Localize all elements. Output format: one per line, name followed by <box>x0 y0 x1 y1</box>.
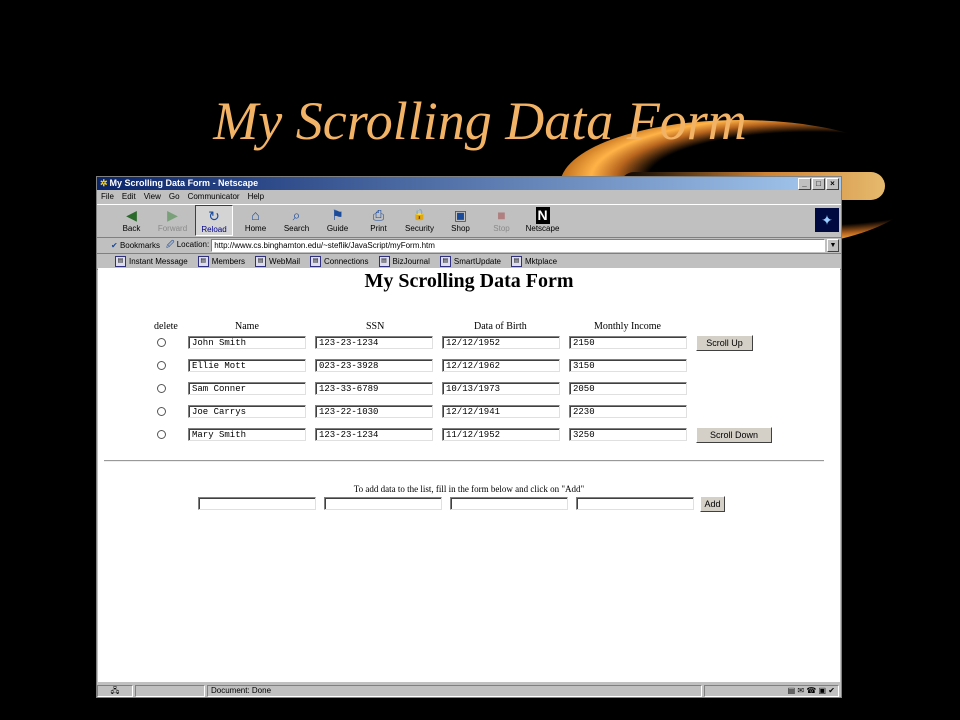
shop-button[interactable] <box>440 205 481 236</box>
home-icon: ⌂ <box>251 207 260 223</box>
add-name-field[interactable] <box>198 497 316 510</box>
menu-help[interactable]: Help <box>247 192 265 201</box>
ssn-field[interactable]: 123-22-1030 <box>315 405 433 418</box>
component-bar-icons[interactable]: ▤ ✉ ☎ ▣ ✔ <box>704 685 839 697</box>
shop-icon: ▣ <box>453 207 468 223</box>
personal-item-label: Members <box>211 257 246 266</box>
window-controls <box>798 178 839 190</box>
slide-title: My Scrolling Data Form <box>213 91 747 151</box>
personal-item-label: SmartUpdate <box>453 257 502 266</box>
name-field[interactable]: Mary Smith <box>188 428 306 441</box>
dob-field[interactable]: 12/12/1952 <box>442 336 560 349</box>
security-button[interactable] <box>399 205 440 236</box>
stop-label: Stop <box>493 224 510 233</box>
forward-button[interactable] <box>152 205 193 236</box>
ssn-field[interactable]: 123-33-6789 <box>315 382 433 395</box>
search-button[interactable] <box>276 205 317 236</box>
netscape-button[interactable] <box>522 205 563 236</box>
scroll-up-button[interactable]: Scroll Up <box>696 335 753 351</box>
column-header-dob: Data of Birth <box>474 321 527 332</box>
menu-communicator[interactable]: Communicator <box>187 192 240 201</box>
column-header-ssn: SSN <box>366 321 385 332</box>
dob-field[interactable]: 11/12/1952 <box>442 428 560 441</box>
income-field[interactable]: 2150 <box>569 336 687 349</box>
navigation-toolbar <box>97 204 841 238</box>
netscape-label: Netscape <box>525 224 560 233</box>
ssn-field[interactable]: 123-23-1234 <box>315 336 433 349</box>
horizontal-divider <box>104 460 824 462</box>
menu-go[interactable]: Go <box>168 192 180 201</box>
security-label: Security <box>405 224 434 233</box>
bookmark-icon: ▤ <box>115 256 126 267</box>
page-heading: My Scrolling Data Form <box>364 270 574 292</box>
lock-icon: 🔒 <box>412 209 427 221</box>
print-label: Print <box>370 224 387 233</box>
bookmark-icon: ▤ <box>440 256 451 267</box>
status-text: Document: Done <box>207 685 702 697</box>
income-field[interactable]: 2230 <box>569 405 687 418</box>
search-label: Search <box>283 224 310 233</box>
status-bar <box>97 684 841 697</box>
url-field[interactable]: http://www.cs.binghamton.edu/~steflik/JavaScript/myForm.htm <box>211 239 825 252</box>
personal-item-label: WebMail <box>269 257 301 266</box>
window-title: My Scrolling Data Form - Netscape <box>109 178 259 188</box>
ssn-field[interactable]: 023-23-3928 <box>315 359 433 372</box>
column-header-name: Name <box>235 321 259 332</box>
location-label-text: Location: <box>176 239 210 249</box>
income-field[interactable]: 3150 <box>569 359 687 372</box>
minimize-button[interactable]: _ <box>798 178 811 190</box>
reload-button[interactable] <box>195 205 233 236</box>
forward-icon: ▶ <box>167 207 178 223</box>
page-content <box>98 268 840 682</box>
search-icon: ⌕ <box>292 207 301 223</box>
personal-item-members[interactable] <box>198 256 245 267</box>
dob-field[interactable]: 12/12/1962 <box>442 359 560 372</box>
shop-label: Shop <box>451 224 470 233</box>
add-button[interactable]: Add <box>700 496 725 512</box>
delete-radio[interactable] <box>157 384 166 393</box>
delete-radio[interactable] <box>157 430 166 439</box>
income-field[interactable]: 3250 <box>569 428 687 441</box>
bookmarks-icon: ✔ <box>111 241 118 250</box>
location-toolbar <box>97 238 841 254</box>
menu-bar <box>97 190 841 204</box>
delete-radio[interactable] <box>157 407 166 416</box>
title-bar <box>97 177 841 190</box>
bookmark-icon: ▤ <box>255 256 266 267</box>
add-dob-field[interactable] <box>450 497 568 510</box>
personal-item-smartupdate[interactable] <box>440 256 501 267</box>
close-button[interactable]: × <box>826 178 839 190</box>
add-instructions: To add data to the list, fill in the form below and click on "Add" <box>353 484 585 494</box>
netscape-throbber-icon: ✦ <box>815 208 839 232</box>
column-header-income: Monthly Income <box>594 321 661 332</box>
reload-label: Reload <box>201 225 227 234</box>
guide-icon: ⚑ <box>331 207 344 223</box>
add-income-field[interactable] <box>576 497 694 510</box>
url-dropdown-button[interactable] <box>827 239 839 252</box>
delete-radio[interactable] <box>157 361 166 370</box>
name-field[interactable]: Ellie Mott <box>188 359 306 372</box>
personal-item-label: Mktplace <box>525 257 558 266</box>
delete-radio[interactable] <box>157 338 166 347</box>
print-icon: ⎙ <box>372 207 385 223</box>
guide-button[interactable] <box>317 205 358 236</box>
bookmark-icon: ▤ <box>310 256 321 267</box>
bookmark-icon: ▤ <box>379 256 390 267</box>
maximize-button[interactable]: □ <box>812 178 825 190</box>
chevron-down-icon: ▼ <box>829 242 837 249</box>
ssn-field[interactable]: 123-23-1234 <box>315 428 433 441</box>
location-label <box>166 239 209 253</box>
personal-item-webmail[interactable] <box>255 256 300 267</box>
personal-item-label: Instant Message <box>129 257 188 266</box>
bookmarks-label: Bookmarks <box>119 241 160 250</box>
add-ssn-field[interactable] <box>324 497 442 510</box>
menu-file[interactable]: File <box>101 192 114 201</box>
stop-button[interactable] <box>481 205 522 236</box>
income-field[interactable]: 2050 <box>569 382 687 395</box>
name-field[interactable]: Sam Conner <box>188 382 306 395</box>
page-proxy-icon: 🖉 <box>165 239 175 249</box>
guide-label: Guide <box>326 224 349 233</box>
personal-item-instant-message[interactable] <box>115 256 188 267</box>
progress-bar <box>135 685 205 697</box>
personal-item-connections[interactable] <box>310 256 368 267</box>
bookmark-icon: ▤ <box>198 256 209 267</box>
bookmark-icon: ▤ <box>511 256 522 267</box>
menu-view[interactable]: View <box>143 192 161 201</box>
name-field[interactable]: John Smith <box>188 336 306 349</box>
back-icon: ◀ <box>126 207 137 223</box>
home-label: Home <box>244 224 267 233</box>
personal-item-bizjournal[interactable] <box>379 256 430 267</box>
home-button[interactable] <box>235 205 276 236</box>
dob-field[interactable]: 12/12/1941 <box>442 405 560 418</box>
netscape-icon: N <box>537 207 548 223</box>
scroll-down-button[interactable]: Scroll Down <box>696 427 772 443</box>
name-field[interactable]: Joe Carrys <box>188 405 306 418</box>
bookmarks-button[interactable] <box>111 241 160 250</box>
connection-status-icon: 🖧 <box>97 685 133 697</box>
netscape-window-icon: ✲ <box>100 178 108 188</box>
personal-item-mktplace[interactable] <box>511 256 557 267</box>
back-label: Back <box>122 224 141 233</box>
dob-field[interactable]: 10/13/1973 <box>442 382 560 395</box>
stop-icon: ■ <box>497 207 506 223</box>
print-button[interactable] <box>358 205 399 236</box>
forward-label: Forward <box>157 224 188 233</box>
column-header-delete: delete <box>154 321 178 332</box>
personal-item-label: BizJournal <box>392 257 430 266</box>
reload-icon: ↻ <box>208 208 220 224</box>
menu-edit[interactable]: Edit <box>121 192 136 201</box>
personal-item-label: Connections <box>324 257 369 266</box>
browser-window <box>96 176 842 698</box>
back-button[interactable] <box>111 205 152 236</box>
